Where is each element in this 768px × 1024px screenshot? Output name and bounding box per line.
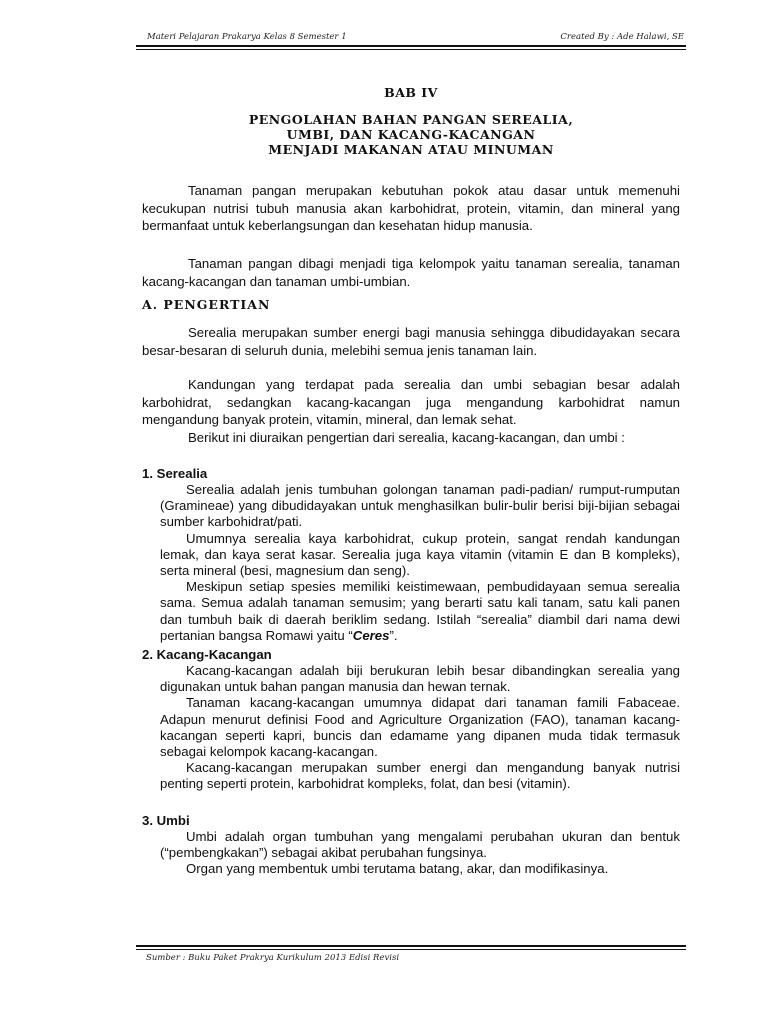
title-line-1: PENGOLAHAN BAHAN PANGAN SEREALIA, [248, 112, 574, 127]
header-rule-thin [136, 49, 686, 50]
serealia-text: Serealia adalah jenis tumbuhan golongan tanaman padi-padian/ rumput-rumputan (Gramineae) yang dibudidayakan untuk menghasilkan bulir-bulir berisi biji-bijian sebagai sumber karbohidrat/pati. Umumnya serealia kaya karbohidrat, cukup protein, sangat rendah kandungan lemak, dan kaya serat kasar. Serealia juga kaya vitamin (vitamin E dan B kompleks), serta mineral (besi, magnesium dan seng). Meskipun setiap spesies memiliki keistimewaan, pembudidayaan semua serealia sama. Semua adalah tanaman semusim; yang berarti satu kali tanam, satu kali panen dan tumbuh baik di daerah beriklim sedang. Istilah “serealia” diambil dari nama dewi pertanian bangsa Romawi yaitu “Ceres”. [160, 482, 680, 643]
footer-rule [136, 945, 686, 947]
header-left: Materi Pelajaran Prakarya Kelas 8 Semester 1 [147, 32, 347, 42]
umbi-text: Umbi adalah organ tumbuhan yang mengalami perubahan ukuran dan bentuk (“pembengkakan”) sebagai akibat perubahan fungsinya. Organ yang membentuk umbi terutama batang, akar, dan modifikasinya. [160, 829, 680, 877]
ceres-term: Ceres [352, 627, 390, 643]
intro-paragraph-1: Tanaman pangan merupakan kebutuhan pokok atau dasar untuk memenuhi kecukupan nutrisi tubuh manusia akan karbohidrat, protein, vitamin, dan mineral yang bermanfaat untuk keberlangsungan dan kesehatan hidup manusia. [142, 183, 680, 233]
pengertian-paragraph-1: Serealia merupakan sumber energi bagi manusia sehingga dibudidayakan secara besar-besaran di seluruh dunia, melebihi semua jenis tanaman lain. [142, 325, 680, 358]
pengertian-paragraph-3: Berikut ini diuraikan pengertian dari serealia, kacang-kacangan, dan umbi : [188, 430, 625, 445]
footer-rule-thin [136, 949, 686, 950]
subheading-serealia: 1. Serealia [142, 466, 208, 481]
title-line-2: UMBI, DAN KACANG-KACANGAN [286, 127, 536, 142]
subheading-umbi: 3. Umbi [142, 813, 190, 828]
header-right: Created By : Ade Halawi, SE [560, 32, 684, 42]
kacang-text: Kacang-kacangan adalah biji berukuran lebih besar dibandingkan serealia yang digunakan untuk bahan pangan manusia dan hewan ternak. Tanaman kacang-kacangan umumnya didapat dari tanaman famili Fabaceae. Adapun menurut definisi Food and Agriculture Organization (FAO), tanaman kacang-kacangan seperti kapri, buncis dan edamame yang dipanen muda tidak termasuk sebagai kelompok kacang-kacangan. Kacang-kacangan merupakan sumber energi dan mengandung banyak nutrisi penting seperti protein, karbohidrat kompleks, folat, dan besi (vitamin). [160, 663, 680, 792]
title-line-3: MENJADI MAKANAN ATAU MINUMAN [268, 142, 554, 157]
pengertian-paragraph-2: Kandungan yang terdapat pada serealia dan umbi sebagian besar adalah karbohidrat, sedangkan kacang-kacangan juga mengandung karbohidrat namun mengandung banyak protein, vitamin, mineral, dan lemak sehat. [142, 377, 680, 427]
subheading-kacang: 2. Kacang-Kacangan [142, 647, 272, 662]
section-heading-pengertian: A. PENGERTIAN [142, 297, 271, 312]
header-rule [136, 45, 686, 47]
footer-source: Sumber : Buku Paket Prakrya Kurikulum 2013 Edisi Revisi [146, 953, 400, 963]
intro-paragraph-2: Tanaman pangan dibagi menjadi tiga kelompok yaitu tanaman serealia, tanaman kacang-kacangan dan tanaman umbi-umbian. [142, 256, 680, 289]
chapter-title: BAB IV [384, 85, 438, 100]
